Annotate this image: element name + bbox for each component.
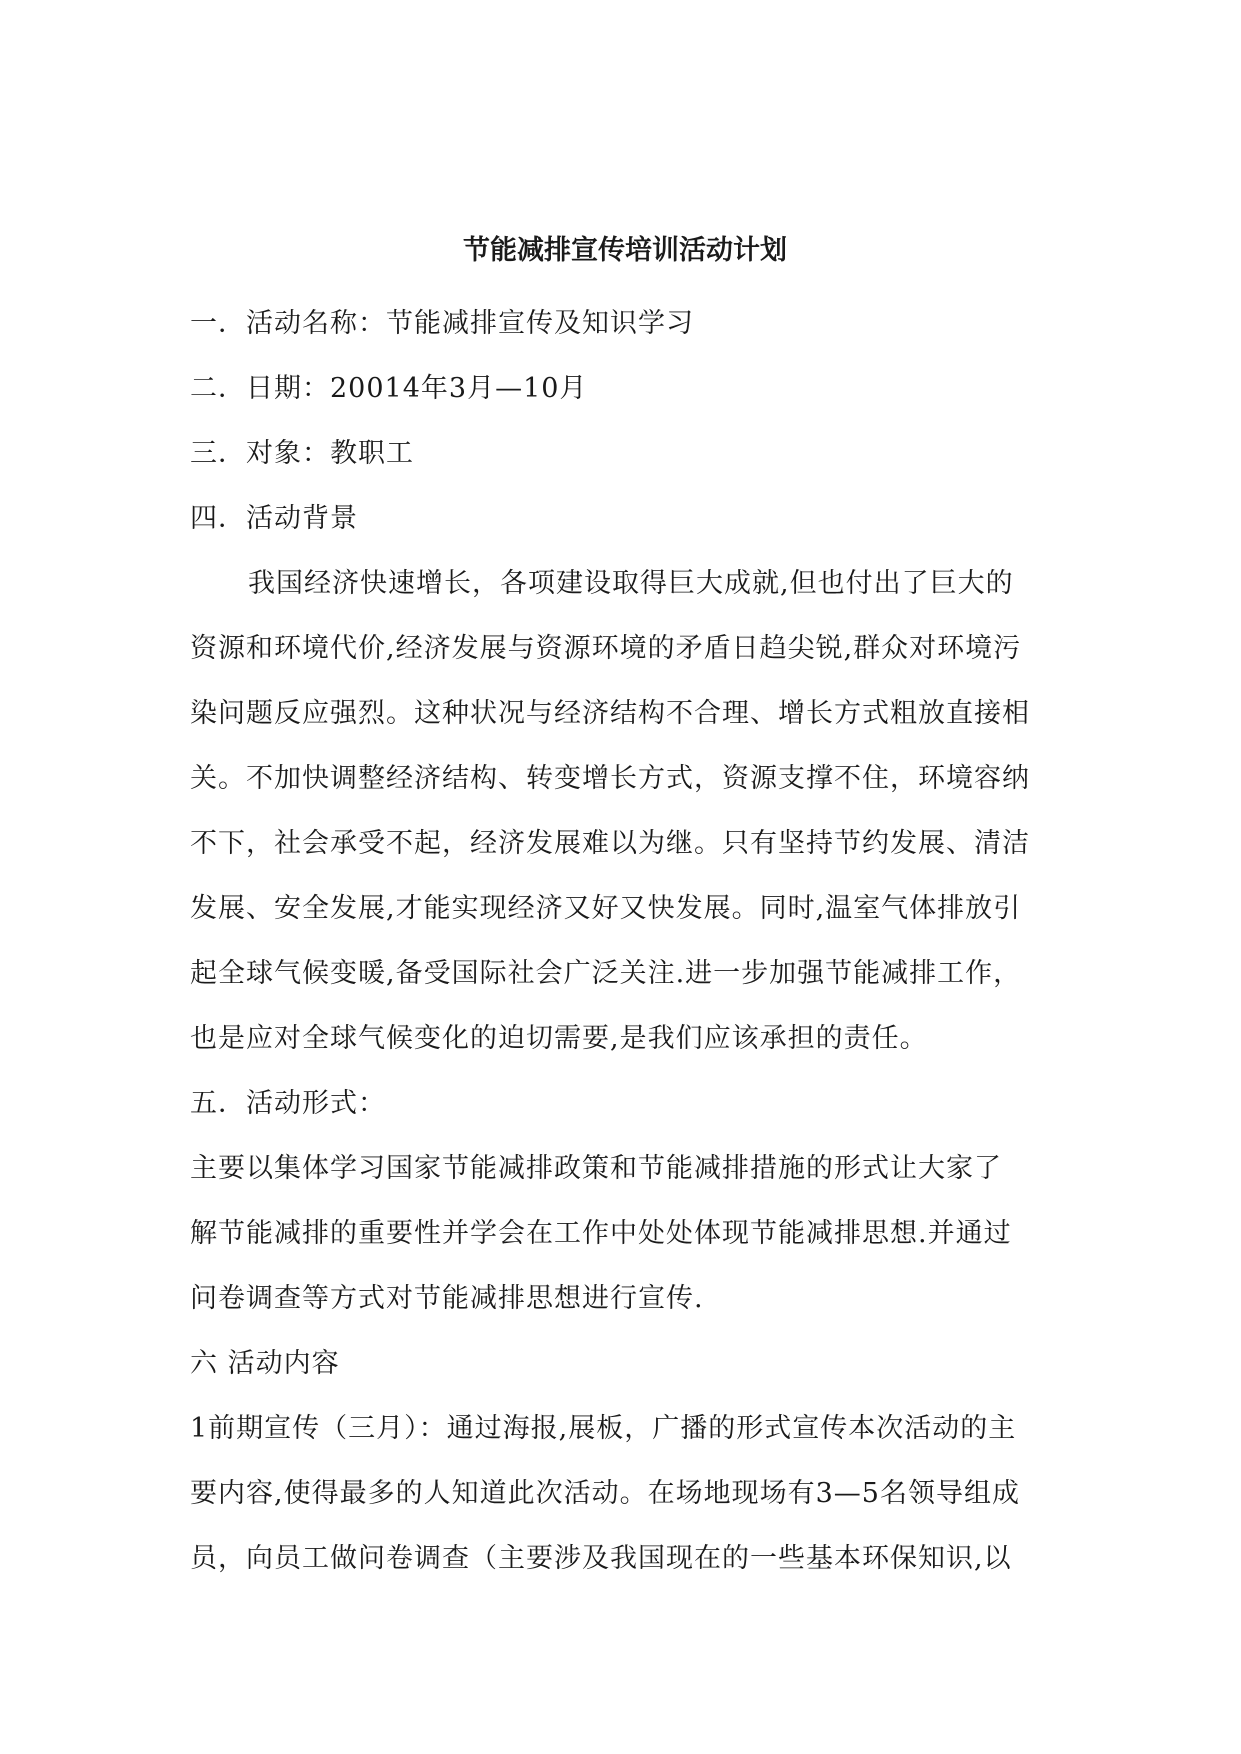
section-heading-activity-name: 一．活动名称：节能减排宣传及知识学习	[190, 308, 694, 339]
paragraph-line: 不下，社会承受不起，经济发展难以为继。只有坚持节约发展、清洁	[190, 828, 1030, 859]
section-heading-content: 六 活动内容	[190, 1348, 340, 1379]
paragraph-line: 要内容,使得最多的人知道此次活动。在场地现场有3—5名领导组成	[190, 1478, 1020, 1509]
paragraph-line: 发展、安全发展,才能实现经济又好又快发展。同时,温室气体排放引	[190, 893, 1022, 924]
paragraph-line: 关。不加快调整经济结构、转变增长方式，资源支撑不住，环境容纳	[190, 763, 1030, 794]
section-heading-format: 五．活动形式：	[190, 1088, 386, 1119]
document-title: 节能减排宣传培训活动计划	[463, 235, 787, 266]
paragraph-line: 我国经济快速增长，各项建设取得巨大成就,但也付出了巨大的	[248, 568, 1014, 599]
paragraph-line: 染问题反应强烈。这种状况与经济结构不合理、增长方式粗放直接相	[190, 698, 1030, 729]
document-body	[190, 226, 1060, 1591]
paragraph-line: 员，向员工做问卷调查（主要涉及我国现在的一些基本环保知识,以	[190, 1543, 1012, 1574]
paragraph-line: 解节能减排的重要性并学会在工作中处处体现节能减排思想.并通过	[190, 1218, 1012, 1249]
paragraph-line: 也是应对全球气候变化的迫切需要,是我们应该承担的责任。	[190, 1023, 928, 1054]
section-heading-date: 二．日期：20014年3月—10月	[190, 373, 588, 404]
paragraph-line: 问卷调查等方式对节能减排思想进行宣传.	[190, 1283, 704, 1314]
paragraph-line: 主要以集体学习国家节能减排政策和节能减排措施的形式让大家了	[190, 1153, 1002, 1184]
paragraph-line: 起全球气候变暖,备受国际社会广泛关注.进一步加强节能减排工作，	[190, 958, 1022, 989]
paragraph-line: 1前期宣传（三月）：通过海报,展板，广播的形式宣传本次活动的主	[190, 1413, 1017, 1444]
paragraph-line: 资源和环境代价,经济发展与资源环境的矛盾日趋尖锐,群众对环境污	[190, 633, 1022, 664]
section-heading-audience: 三．对象：教职工	[190, 438, 414, 469]
section-heading-background: 四．活动背景	[190, 503, 358, 534]
